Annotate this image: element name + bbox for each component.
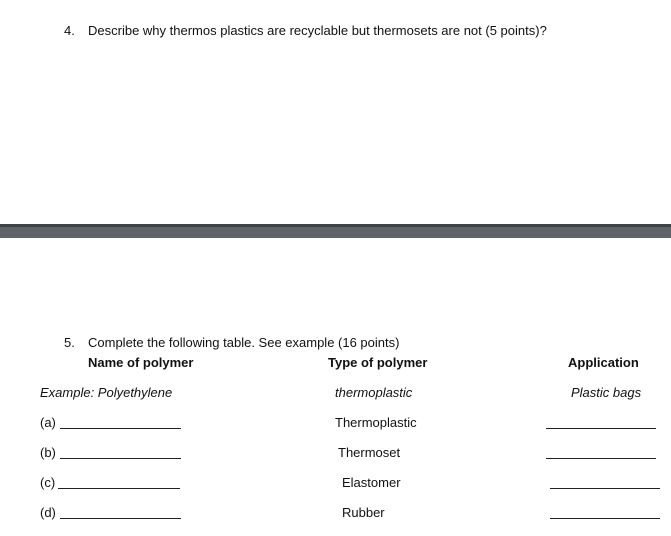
row-d-name-blank[interactable]	[60, 518, 181, 519]
row-b-type: Thermoset	[338, 445, 401, 460]
header-application: Application	[568, 355, 639, 370]
row-a-name-blank[interactable]	[60, 428, 181, 429]
question-4-text: Describe why thermos plastics are recyclable but thermosets are not (5 points)?	[88, 23, 547, 38]
example-type: thermoplastic	[335, 385, 413, 400]
row-d-label: (d)	[40, 505, 56, 520]
row-b-name-blank[interactable]	[60, 458, 181, 459]
example-name: Example: Polyethylene	[40, 385, 173, 400]
header-type-of-polymer: Type of polymer	[328, 355, 428, 370]
example-application: Plastic bags	[571, 385, 642, 400]
question-5-number: 5.	[64, 335, 75, 350]
row-d-application-blank[interactable]	[550, 518, 660, 519]
row-c-name-blank[interactable]	[58, 488, 180, 489]
question-4-number: 4.	[64, 23, 75, 38]
row-c-type: Elastomer	[342, 475, 401, 490]
row-a-type: Thermoplastic	[335, 415, 417, 430]
row-b-label: (b)	[40, 445, 56, 460]
header-name-of-polymer: Name of polymer	[88, 355, 194, 370]
row-a-application-blank[interactable]	[546, 428, 656, 429]
section-divider	[0, 224, 671, 238]
row-b-application-blank[interactable]	[546, 458, 656, 459]
question-5-text: Complete the following table. See example (16 points)	[88, 335, 400, 350]
row-d-type: Rubber	[342, 505, 385, 520]
row-c-label: (c)	[40, 475, 56, 490]
row-a-label: (a)	[40, 415, 56, 430]
row-c-application-blank[interactable]	[550, 488, 660, 489]
